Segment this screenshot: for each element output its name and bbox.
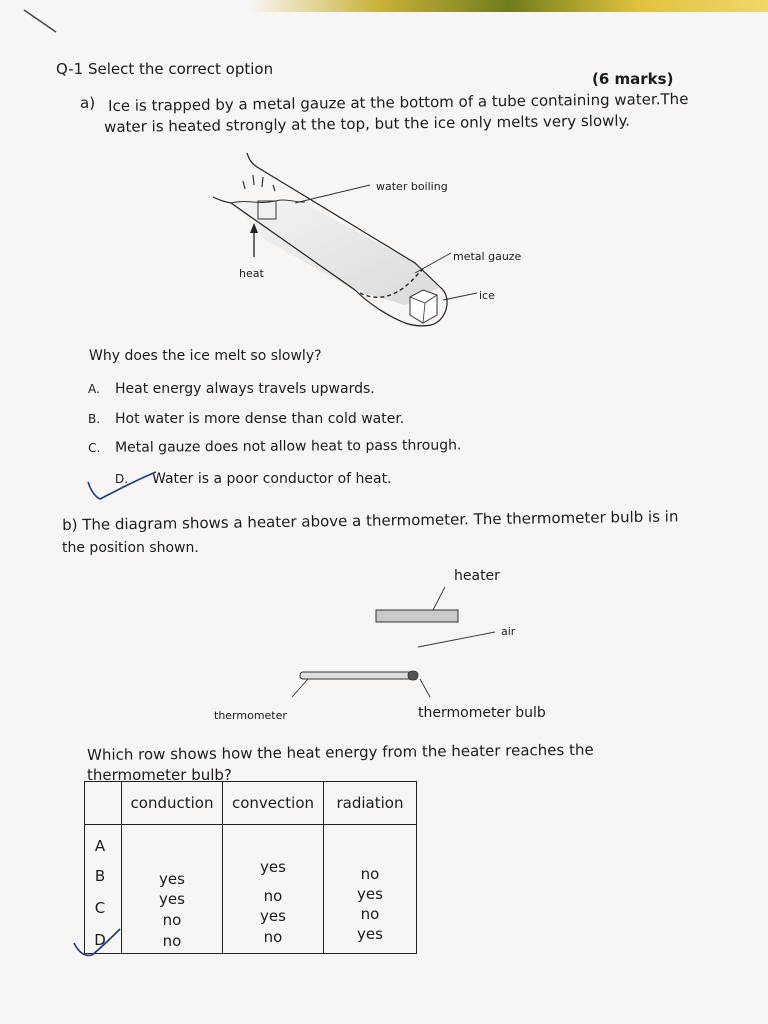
part-b-stem-line2: the position shown.: [62, 540, 199, 556]
background-photo-strip: [250, 0, 768, 12]
table-body-row: [85, 825, 417, 954]
table-cell: yes: [159, 890, 185, 908]
label-thermometer-bulb: thermometer bulb: [418, 705, 546, 721]
header-conduction: conduction: [122, 782, 223, 825]
part-a-stem-line1: Ice is trapped by a metal gauze at the bottom of a tube containing water.The: [108, 89, 689, 115]
row-letter-d: D: [94, 931, 106, 949]
row-letter-a: A: [94, 837, 106, 855]
table-header-row: [85, 782, 417, 825]
table-cell: yes: [260, 907, 286, 925]
part-a-stem-line2: water is heated strongly at the top, but the ice only melts very slowly.: [104, 111, 631, 136]
option-a: [88, 381, 375, 397]
option-letter: A.: [88, 382, 100, 396]
table-answer-tick-mark: [70, 925, 126, 961]
option-letter: D.: [115, 472, 129, 486]
option-text: Hot water is more dense than cold water.: [115, 411, 405, 427]
table-cell: no: [263, 887, 283, 905]
header-convection: convection: [223, 782, 324, 825]
table-cell: yes: [260, 858, 286, 876]
table-cell: no: [162, 911, 182, 929]
answer-tick-mark: [84, 470, 164, 502]
part-b-prompt-line2: thermometer bulb?: [87, 766, 232, 784]
part-b-prompt-line1: Which row shows how the heat energy from the heater reaches the: [87, 740, 594, 764]
option-text: Heat energy always travels upwards.: [115, 381, 375, 397]
table-cell: yes: [357, 885, 383, 903]
label-heater: heater: [454, 568, 500, 584]
option-text: Metal gauze does not allow heat to pass through.: [114, 437, 462, 456]
convection-column: [223, 825, 324, 954]
label-heat: heat: [239, 267, 264, 280]
option-c: [88, 437, 461, 456]
header-radiation: radiation: [324, 782, 417, 825]
label-thermometer: thermometer: [214, 709, 287, 722]
label-air: air: [501, 625, 516, 638]
table-cell: yes: [357, 925, 383, 943]
part-a-label: a): [80, 94, 96, 112]
table-corner-cell: [85, 782, 122, 825]
heater-diagram: [290, 585, 520, 705]
corner-pen-mark: [20, 6, 60, 36]
table-cell: no: [263, 928, 283, 946]
label-ice: ice: [479, 289, 495, 302]
part-a-prompt: Why does the ice melt so slowly?: [89, 348, 322, 364]
marks-label: (6 marks): [592, 70, 674, 88]
question-title: Q-1 Select the correct option: [56, 60, 274, 78]
option-letter: B.: [88, 412, 101, 426]
table-cell: no: [360, 905, 380, 923]
tube-diagram: [205, 145, 535, 340]
conduction-column: [122, 825, 223, 954]
part-b-stem-line1: b) The diagram shows a heater above a thermometer. The thermometer bulb is in: [62, 507, 679, 534]
radiation-column: [324, 825, 417, 954]
answer-table: [84, 781, 417, 954]
option-b: [88, 411, 404, 427]
option-letter: C.: [88, 440, 101, 455]
table-cell: no: [162, 932, 182, 950]
option-text: Water is a poor conductor of heat.: [152, 471, 392, 487]
row-letter-b: B: [94, 867, 106, 885]
table-cell: yes: [159, 870, 185, 888]
label-metal-gauze: metal gauze: [453, 250, 522, 263]
table-cell: no: [360, 865, 380, 883]
label-water-boiling: water boiling: [376, 180, 448, 193]
row-letter-c: C: [94, 899, 106, 917]
